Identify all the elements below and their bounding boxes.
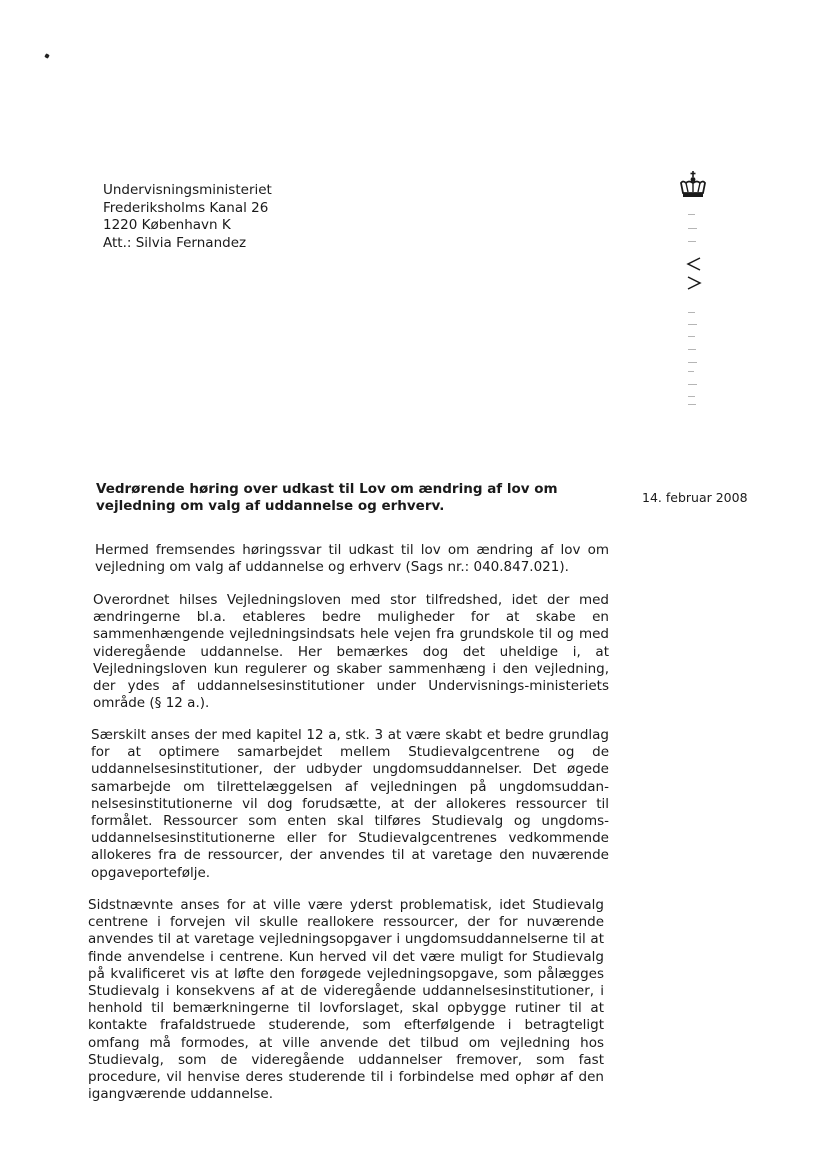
margin-tick [688, 241, 696, 242]
body-paragraph-3: Særskilt anses der med kapitel 12 a, stk. 3 at være skabt et bedre grundlag for at optimere samarbejdet mellem Studievalgcentrene og de uddannelsesinstitutioner, der udbyder ungdomsuddannelser. Det øgede samarbejde om tilrettelæggelsen af vejledningen på ungdomsuddan-nelsesinstitutionerne vil dog forudsætte, at der allokeres ressourcer til formålet. Ressourcer som enten skal tilføres Studievalg og ungdoms-uddannelsesinstitutionerne eller for Studievalgcentrenes vedkommende allokeres fra de ressourcer, der anvendes til at varetage den nuværende opgaveportefølje. [91, 727, 609, 881]
margin-tick [688, 371, 694, 372]
body-paragraph-2: Overordnet hilses Vejledningsloven med stor tilfredshed, idet der med ændringerne bl.a. etableres bedre muligheder for at skabe en sammenhængende vejledningsindsats hele vejen fra grundskole til og med videregående uddannelse. Her bemærkes dog det uheldige i, at Vejledningsloven kun regulerer og skaber sammenhæng i den vejledning, der ydes af uddannelsesinstitutioner under Undervisnings-ministeriets område (§ 12 a.). [93, 592, 609, 712]
address-line-1: Undervisningsministeriet [103, 182, 272, 198]
margin-tick [688, 312, 695, 313]
letter-date: 14. februar 2008 [642, 490, 748, 505]
margin-tick [688, 362, 697, 363]
margin-tick [688, 384, 697, 385]
margin-tick [688, 336, 695, 337]
address-line-3: 1220 København K [103, 217, 231, 233]
margin-tick [688, 214, 695, 215]
margin-tick [688, 228, 697, 229]
letter-subject [96, 481, 616, 515]
body-paragraph-1: Hermed fremsendes høringssvar til udkast til lov om ændring af lov om vejledning om valg af uddannelse og erhverv (Sags nr.: 040.847.021). [95, 542, 609, 576]
address-line-4: Att.: Silvia Fernandez [103, 234, 247, 251]
greater-than-mark-icon [686, 275, 702, 291]
margin-tick [688, 349, 696, 350]
less-than-mark-icon [686, 256, 702, 272]
address-line-2: Frederiksholms Kanal 26 [103, 199, 269, 216]
margin-tick [688, 324, 697, 325]
subject-line-1: Vedrørende høring over udkast til Lov om ændring af lov om [96, 481, 558, 497]
scan-speck [44, 53, 49, 58]
margin-tick [688, 404, 696, 405]
subject-line-2: vejledning om valg af uddannelse og erhverv. [96, 498, 445, 514]
recipient-address [103, 182, 272, 252]
crown-crest-icon [676, 170, 710, 200]
body-paragraph-4: Sidstnævnte anses for at ville være yderst problematisk, idet Studievalg centrene i forvejen vil skulle reallokere ressourcer, der for nuværende anvendes til at varetage vejledningsopgaver i ungdomsuddannelserne til at finde anvendelse i centrene. Kun herved vil det være muligt for Studievalg på kvalificeret vis at løfte den forøgede vejledningsopgave, som pålægges Studievalg i konsekvens af at de videregående uddannelsesinstitutioner, i henhold til bemærkningerne til lovforslaget, skal opbygge rutiner til at kontakte frafaldstruede studerende, som efterfølgende i betragteligt omfang må formodes, at ville anvende det tilbud om vejledning hos Studievalg, som de videregående uddannelser fremover, som fast procedure, vil henvise deres studerende til i forbindelse med ophør af den igangværende uddannelse. [88, 897, 604, 1103]
margin-tick [688, 396, 695, 397]
